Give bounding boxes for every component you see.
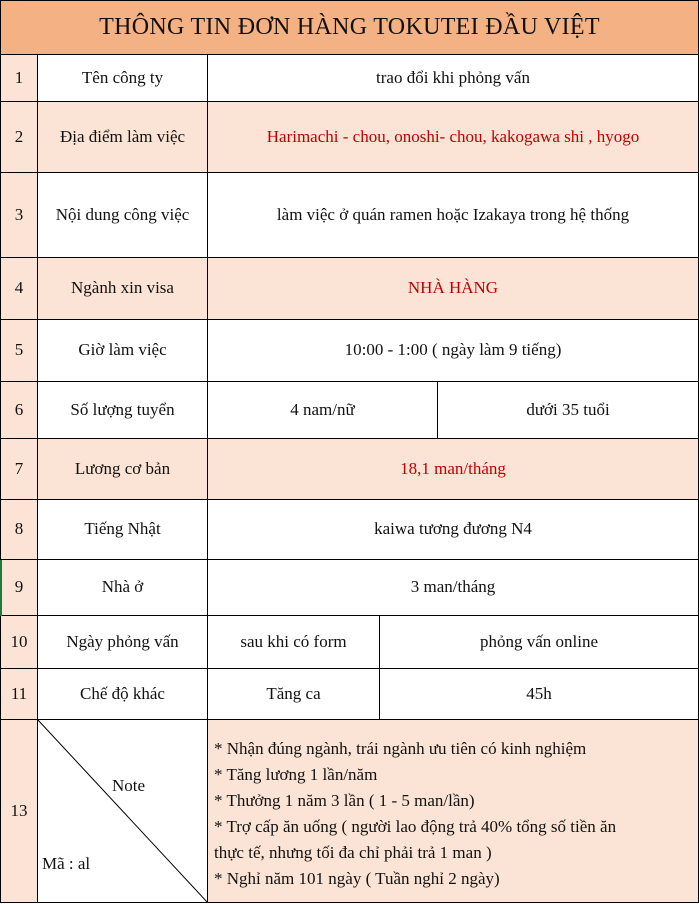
row-number: 13 [0,720,38,903]
row-value-headcount: 4 nam/nữ [208,382,438,439]
code-label: Mã : al [42,854,91,873]
row-label-work-location: Địa điểm làm việc [38,102,208,173]
row-value-interview-date: sau khi có form [208,616,380,669]
row-value-working-hours: 10:00 - 1:00 ( ngày làm 9 tiếng) [208,320,699,382]
row-value-job-content: làm việc ở quán ramen hoặc Izakaya trong hệ thống [208,173,699,258]
row-label-other-benefits: Chế độ khác [38,669,208,720]
row-number: 3 [0,173,38,258]
row-value-overtime-hours: 45h [380,669,699,720]
active-row-marker [0,560,2,616]
row-value-japanese-level: kaiwa tương đương N4 [208,500,699,560]
row-label-job-content: Nội dung công việc [38,173,208,258]
row-number: 4 [0,258,38,320]
row-label-working-hours: Giờ làm việc [38,320,208,382]
row-number: 7 [0,439,38,500]
note-line: * Trợ cấp ăn uống ( người lao động trả 40% tổng số tiền ăn [214,817,617,836]
note-line: * Thưởng 1 năm 3 lần ( 1 - 5 man/lần) [214,791,475,810]
note-label: Note [112,776,146,795]
row-label-interview-date: Ngày phỏng vấn [38,616,208,669]
row-value-work-location: Harimachi - chou, onoshi- chou, kakogawa shi , hyogo [208,102,699,173]
row-number: 9 [0,560,38,616]
row-label-visa-field: Ngành xin visa [38,258,208,320]
row-value-housing: 3 man/tháng [208,560,699,616]
row-number: 2 [0,102,38,173]
row-value-age-limit: dưới 35 tuổi [438,382,699,439]
row-number: 1 [0,55,38,102]
row-label-housing: Nhà ở [38,560,208,616]
note-line: * Nghỉ năm 101 ngày ( Tuần nghỉ 2 ngày) [214,869,500,888]
row-value-overtime-label: Tăng ca [208,669,380,720]
row-number: 5 [0,320,38,382]
row-label-headcount: Số lượng tuyển [38,382,208,439]
row-value-base-salary: 18,1 man/tháng [208,439,699,500]
row-label-base-salary: Lương cơ bản [38,439,208,500]
row-number: 10 [0,616,38,669]
note-line: * Nhận đúng ngành, trái ngành ưu tiên có kinh nghiệm [214,739,587,758]
row-number: 8 [0,500,38,560]
row-label-company-name: Tên công ty [38,55,208,102]
row-value-visa-field: NHÀ HÀNG [208,258,699,320]
row-label-japanese-level: Tiếng Nhật [38,500,208,560]
row-number: 11 [0,669,38,720]
row-value-company-name: trao đổi khi phỏng vấn [208,55,699,102]
note-header-cell [38,720,208,903]
row-value-interview-type: phỏng vấn online [380,616,699,669]
notes-list [208,720,699,903]
note-line: * Tăng lương 1 lần/năm [214,765,378,784]
diagonal-divider [38,720,208,903]
row-number: 6 [0,382,38,439]
sheet-title: THÔNG TIN ĐƠN HÀNG TOKUTEI ĐẦU VIỆT [0,0,699,55]
note-line: thực tế, nhưng tối đa chỉ phải trả 1 man ) [214,843,492,862]
